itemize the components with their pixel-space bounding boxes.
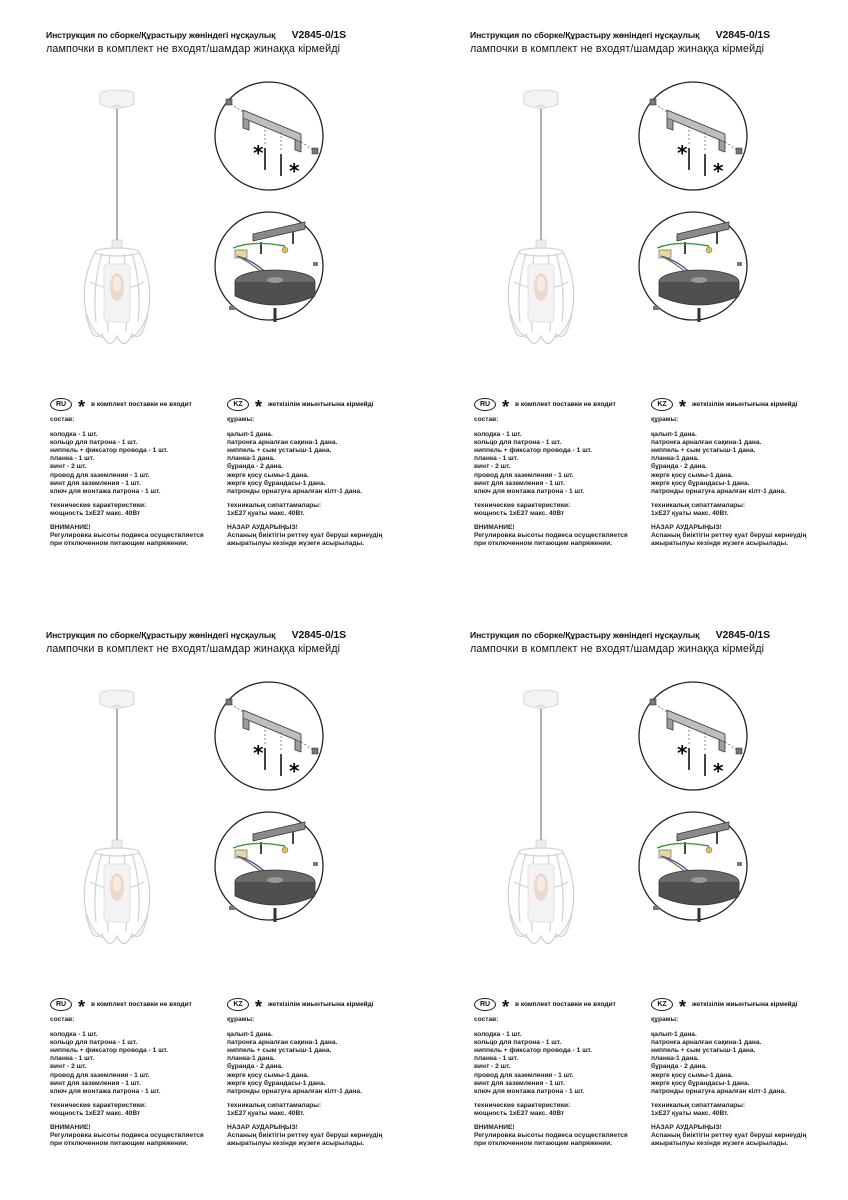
asterisk-icon: * [255,397,263,417]
kz-parts-list [227,1031,417,1096]
kz-section [227,997,417,1148]
list-item: кольцо для патрона - 1 шт. [474,439,562,447]
ru-specs-label: технические характеристики: [50,1101,147,1109]
ru-specs-value: мощность 1хЕ27 макс. 40Вт [50,509,141,517]
list-item: бұранда - 2 дана. [227,463,283,471]
list-item: планка-1 дана. [227,1055,275,1063]
sheet-header [470,629,840,655]
bracket-mounting-diagram [213,680,325,792]
ru-specs-label: технические характеристики: [474,1101,571,1109]
kz-parts-list [227,431,417,496]
list-item: жерге қосу сымы-1 дана. [651,1071,733,1079]
kz-warning-label: НАЗАР АУДАРЫҢЫЗ! [651,524,722,532]
ru-parts-list [474,431,654,496]
kz-not-included-note: жеткізілім жиынтығына кірмейді [692,400,798,408]
list-item: ключ для монтажа патрона - 1 шт. [50,1087,161,1095]
list-item: провод для заземления - 1 шт. [474,1071,574,1079]
instruction-sheet [0,600,424,1200]
ru-parts-list [474,1031,654,1096]
not-included-mark: * [677,141,688,165]
ru-not-included-note: в комплект поставки не входит [515,400,616,408]
model-number: V2845-0/1S [715,29,771,41]
instruction-sheet [424,600,848,1200]
list-item: колодка - 1 шт. [50,1031,98,1039]
ru-specs-label: технические характеристики: [50,501,147,509]
ru-warning-text: при отключенном питающем напряжении. [50,540,189,548]
sheet-title: Инструкция по сборке/Құрастыру жөніндегі нұсқаулық [470,30,700,40]
list-item: ключ для монтажа патрона - 1 шт. [474,1087,585,1095]
list-item: винт для заземления - 1 шт. [474,1079,565,1087]
ru-header [50,997,230,1017]
asterisk-icon: * [502,397,510,417]
kz-composition-label: құрамы: [651,1016,679,1023]
not-included-mark: * [713,159,724,183]
sheet-title: Инструкция по сборке/Құрастыру жөніндегі нұсқаулық [46,630,276,640]
list-item: қалып-1 дана. [651,431,697,439]
kz-warning-text: ажыратылуы кезінде жүзеге асырылады. [227,540,365,548]
kz-specs-value: 1хЕ27 қуаты макс. 40Вт. [227,509,305,517]
list-item: патронды орнатуға арналған кілт-1 дана. [227,1087,362,1095]
ru-composition-label: состав: [474,416,499,423]
bracket-mounting-diagram [637,80,749,192]
ru-warning-text: Регулировка высоты подвеса осуществляется [474,532,628,540]
ru-language-badge: RU [474,998,496,1011]
not-included-mark: * [253,741,264,765]
not-included-mark: * [289,759,300,783]
list-item: ниппель + сым устағыш-1 дана. [651,1047,756,1055]
sheet-header [470,29,840,55]
model-number: V2845-0/1S [715,629,771,641]
kz-header [651,397,841,417]
list-item: ниппель + сым устағыш-1 дана. [651,447,756,455]
list-item: планка - 1 шт. [50,455,95,463]
list-item: бұранда - 2 дана. [651,463,707,471]
asterisk-icon: * [679,397,687,417]
ru-language-badge: RU [50,398,72,411]
list-item: винт - 2 шт. [50,463,87,471]
kz-specs-value: 1хЕ27 қуаты макс. 40Вт. [227,1109,305,1117]
list-item: ниппель + фиксатор провода - 1 шт. [50,447,169,455]
kz-specs-label: техникалық сипаттамалары: [651,1101,746,1109]
list-item: қалып-1 дана. [651,1031,697,1039]
list-item: кольцо для патрона - 1 шт. [50,439,138,447]
ru-not-included-note: в комплект поставки не входит [91,400,192,408]
kz-warning-text: ажыратылуы кезінде жүзеге асырылады. [227,1140,365,1148]
kz-section [651,997,841,1148]
list-item: винт для заземления - 1 шт. [50,479,141,487]
sheet-header [46,29,416,55]
list-item: ниппель + фиксатор провода - 1 шт. [474,447,593,455]
ru-warning-label: ВНИМАНИЕ! [474,1124,515,1132]
ru-not-included-note: в комплект поставки не входит [91,1000,192,1008]
ru-warning-text: Регулировка высоты подвеса осуществляется [474,1132,628,1140]
list-item: кольцо для патрона - 1 шт. [474,1039,562,1047]
pendant-lamp-illustration [496,82,596,362]
list-item: жерге қосу бұрандасы-1 дана. [227,479,326,487]
ru-warning-text: при отключенном питающем напряжении. [474,1140,613,1148]
wiring-canopy-diagram [637,810,749,922]
kz-composition-label: құрамы: [227,416,255,423]
kz-header [227,997,417,1017]
bulbs-note: лампочки в комплект не входят/шамдар жинаққа кірмейді [46,643,341,655]
list-item: винт - 2 шт. [50,1063,87,1071]
list-item: винт для заземления - 1 шт. [474,479,565,487]
list-item: патронды орнатуға арналған кілт-1 дана. [227,487,362,495]
list-item: колодка - 1 шт. [474,431,522,439]
ru-warning-text: при отключенном питающем напряжении. [474,540,613,548]
list-item: ключ для монтажа патрона - 1 шт. [474,487,585,495]
ru-warning-text: Регулировка высоты подвеса осуществляется [50,532,204,540]
list-item: жерге қосу сымы-1 дана. [651,471,733,479]
ru-specs-value: мощность 1хЕ27 макс. 40Вт [50,1109,141,1117]
ru-warning-label: ВНИМАНИЕ! [50,524,91,532]
kz-specs-label: техникалық сипаттамалары: [227,1101,322,1109]
sheet-title-line [470,29,840,41]
list-item: патронды орнатуға арналған кілт-1 дана. [651,1087,786,1095]
kz-specs-value: 1хЕ27 қуаты макс. 40Вт. [651,509,729,517]
ru-section [50,997,230,1148]
kz-section [651,397,841,548]
list-item: колодка - 1 шт. [50,431,98,439]
list-item: жерге қосу бұрандасы-1 дана. [651,479,750,487]
list-item: жерге қосу сымы-1 дана. [227,1071,309,1079]
pendant-lamp-illustration [496,682,596,962]
kz-language-badge: KZ [227,998,249,1011]
list-item: винт - 2 шт. [474,1063,511,1071]
ru-language-badge: RU [474,398,496,411]
kz-warning-text: ажыратылуы кезінде жүзеге асырылады. [651,1140,789,1148]
kz-parts-list [651,431,841,496]
kz-not-included-note: жеткізілім жиынтығына кірмейді [268,1000,374,1008]
kz-header [651,997,841,1017]
kz-warning-text: ажыратылуы кезінде жүзеге асырылады. [651,540,789,548]
not-included-mark: * [713,759,724,783]
ru-header [50,397,230,417]
asterisk-icon: * [502,997,510,1017]
ru-not-included-note: в комплект поставки не входит [515,1000,616,1008]
bracket-mounting-diagram [213,80,325,192]
sheet-title-line [46,29,416,41]
list-item: планка - 1 шт. [50,1055,95,1063]
list-item: кольцо для патрона - 1 шт. [50,1039,138,1047]
ru-composition-label: состав: [50,1016,75,1023]
asterisk-icon: * [679,997,687,1017]
list-item: бұранда - 2 дана. [651,1063,707,1071]
bulbs-note: лампочки в комплект не входят/шамдар жинаққа кірмейді [470,43,765,55]
sheet-title: Инструкция по сборке/Құрастыру жөніндегі нұсқаулық [470,630,700,640]
list-item: жерге қосу бұрандасы-1 дана. [651,1079,750,1087]
list-item: қалып-1 дана. [227,1031,273,1039]
kz-specs-label: техникалық сипаттамалары: [651,501,746,509]
list-item: ниппель + фиксатор провода - 1 шт. [50,1047,169,1055]
kz-composition-label: құрамы: [227,1016,255,1023]
list-item: патронды орнатуға арналған кілт-1 дана. [651,487,786,495]
list-item: винт - 2 шт. [474,463,511,471]
kz-warning-text: Аспаның биіктігін реттеу қуат беруші кернеудің [651,532,807,540]
ru-section [474,397,654,548]
ru-composition-label: состав: [474,1016,499,1023]
kz-section [227,397,417,548]
not-included-mark: * [289,159,300,183]
list-item: планка - 1 шт. [474,1055,519,1063]
bulbs-note: лампочки в комплект не входят/шамдар жинаққа кірмейді [46,43,341,55]
list-item: жерге қосу сымы-1 дана. [227,471,309,479]
sheet-title: Инструкция по сборке/Құрастыру жөніндегі нұсқаулық [46,30,276,40]
ru-specs-value: мощность 1хЕ27 макс. 40Вт [474,509,565,517]
kz-header [227,397,417,417]
sheet-title-line [46,629,416,641]
list-item: провод для заземления - 1 шт. [50,1071,150,1079]
ru-parts-list [50,1031,230,1096]
kz-not-included-note: жеткізілім жиынтығына кірмейді [268,400,374,408]
list-item: планка-1 дана. [651,1055,699,1063]
list-item: планка - 1 шт. [474,455,519,463]
instruction-sheet [0,0,424,600]
asterisk-icon: * [78,997,86,1017]
list-item: планка-1 дана. [227,455,275,463]
list-item: планка-1 дана. [651,455,699,463]
wiring-canopy-diagram [213,210,325,322]
list-item: провод для заземления - 1 шт. [474,471,574,479]
list-item: провод для заземления - 1 шт. [50,471,150,479]
kz-warning-label: НАЗАР АУДАРЫҢЫЗ! [651,1124,722,1132]
kz-not-included-note: жеткізілім жиынтығына кірмейді [692,1000,798,1008]
ru-specs-label: технические характеристики: [474,501,571,509]
list-item: колодка - 1 шт. [474,1031,522,1039]
pendant-lamp-illustration [72,682,172,962]
wiring-canopy-diagram [637,210,749,322]
sheet-header [46,629,416,655]
kz-warning-label: НАЗАР АУДАРЫҢЫЗ! [227,1124,298,1132]
pendant-lamp-illustration [72,82,172,362]
kz-specs-label: техникалық сипаттамалары: [227,501,322,509]
list-item: патронға арналған сақина-1 дана. [651,1039,762,1047]
list-item: патронға арналған сақина-1 дана. [651,439,762,447]
kz-parts-list [651,1031,841,1096]
ru-parts-list [50,431,230,496]
kz-specs-value: 1хЕ27 қуаты макс. 40Вт. [651,1109,729,1117]
model-number: V2845-0/1S [291,29,347,41]
kz-language-badge: KZ [651,398,673,411]
list-item: жерге қосу бұрандасы-1 дана. [227,1079,326,1087]
ru-header [474,997,654,1017]
ru-warning-label: ВНИМАНИЕ! [50,1124,91,1132]
not-included-mark: * [253,141,264,165]
kz-warning-text: Аспаның биіктігін реттеу қуат беруші кернеудің [651,1132,807,1140]
list-item: ниппель + сым устағыш-1 дана. [227,447,332,455]
ru-header [474,397,654,417]
wiring-canopy-diagram [213,810,325,922]
list-item: қалып-1 дана. [227,431,273,439]
ru-specs-value: мощность 1хЕ27 макс. 40Вт [474,1109,565,1117]
ru-warning-label: ВНИМАНИЕ! [474,524,515,532]
list-item: патронға арналған сақина-1 дана. [227,1039,338,1047]
bracket-mounting-diagram [637,680,749,792]
ru-section [474,997,654,1148]
ru-warning-text: при отключенном питающем напряжении. [50,1140,189,1148]
kz-warning-text: Аспаның биіктігін реттеу қуат беруші кернеудің [227,532,383,540]
list-item: ниппель + фиксатор провода - 1 шт. [474,1047,593,1055]
ru-section [50,397,230,548]
kz-composition-label: құрамы: [651,416,679,423]
sheet-title-line [470,629,840,641]
list-item: ключ для монтажа патрона - 1 шт. [50,487,161,495]
list-item: ниппель + сым устағыш-1 дана. [227,1047,332,1055]
ru-composition-label: состав: [50,416,75,423]
instruction-sheet [424,0,848,600]
not-included-mark: * [677,741,688,765]
kz-warning-text: Аспаның биіктігін реттеу қуат беруші кернеудің [227,1132,383,1140]
asterisk-icon: * [255,997,263,1017]
list-item: бұранда - 2 дана. [227,1063,283,1071]
model-number: V2845-0/1S [291,629,347,641]
ru-warning-text: Регулировка высоты подвеса осуществляется [50,1132,204,1140]
bulbs-note: лампочки в комплект не входят/шамдар жинаққа кірмейді [470,643,765,655]
kz-language-badge: KZ [227,398,249,411]
kz-warning-label: НАЗАР АУДАРЫҢЫЗ! [227,524,298,532]
ru-language-badge: RU [50,998,72,1011]
list-item: патронға арналған сақина-1 дана. [227,439,338,447]
asterisk-icon: * [78,397,86,417]
list-item: винт для заземления - 1 шт. [50,1079,141,1087]
kz-language-badge: KZ [651,998,673,1011]
